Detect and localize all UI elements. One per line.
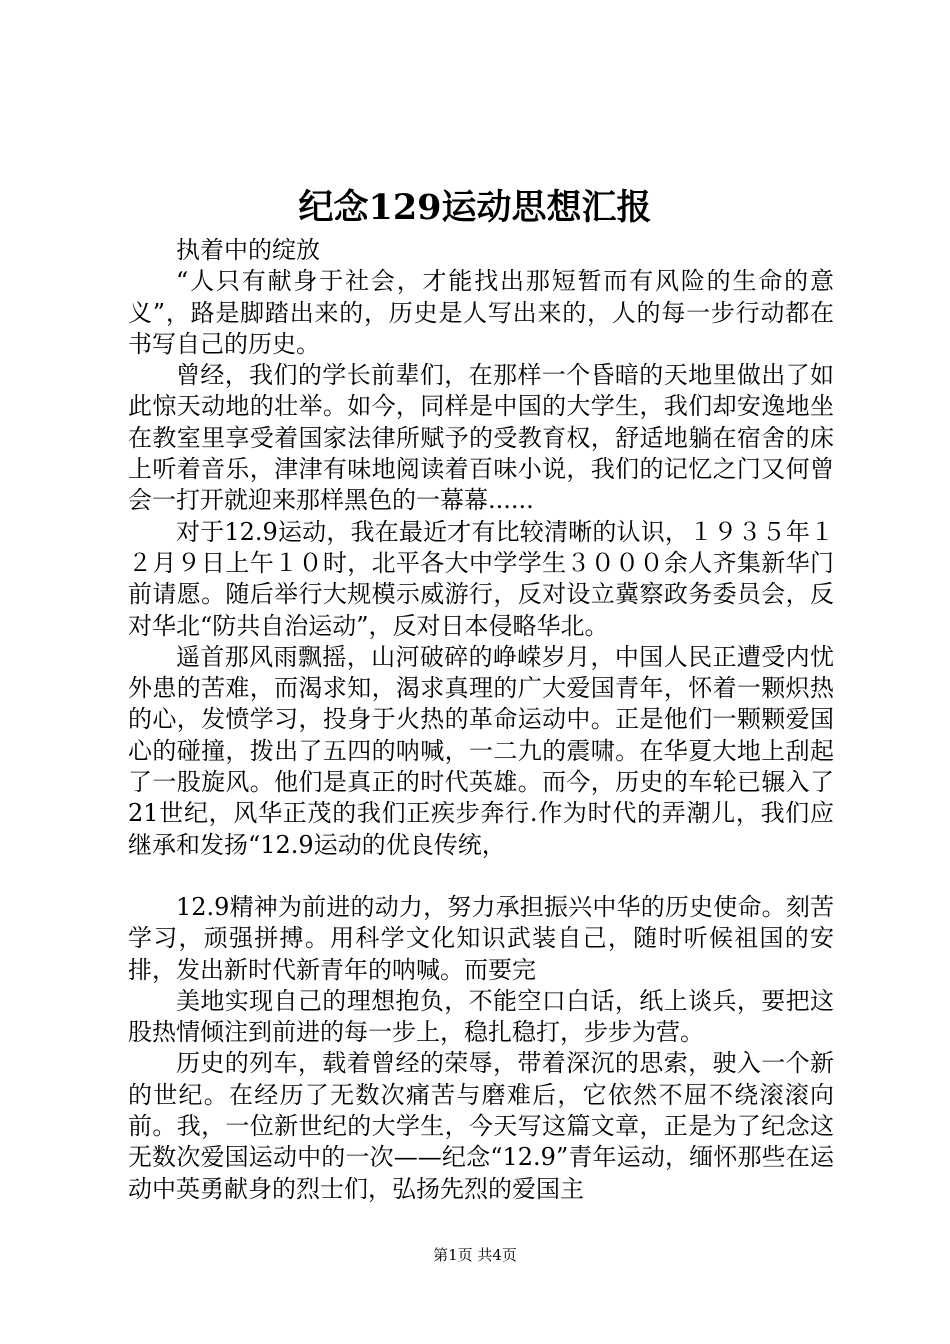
paragraph-subtitle: 执着中的绽放: [176, 236, 320, 264]
paragraph: “人只有献身于社会，才能找出那短暂而有风险的生命的意义”，路是脚踏出来的，历史是人写出来的，人的每一步行动都在书写自己的历史。: [128, 267, 834, 358]
paragraph: 历史的列车，载着曾经的荣辱，带着深沉的思索，驶入一个新的世纪。在经历了无数次痛苦与磨难后，它依然不屈不绕滚滚向前。我，一位新世纪的大学生，今天写这篇文章，正是为了纪念这无数次爱国运动中的一次——纪念“12.9”青年运动，缅怀那些在运动中英勇献身的烈士们，弘扬先烈的爱国主: [128, 1049, 834, 1203]
paragraph: 曾经，我们的学长前辈们，在那样一个昏暗的天地里做出了如此惊天动地的壮举。如今，同样是中国的大学生，我们却安逸地坐在教室里享受着国家法律所赋予的受教育权，舒适地躺在宿舍的床上听着音乐，津津有味地阅读着百味小说，我们的记忆之门又何曾会一打开就迎来那样黑色的一幕幕......: [128, 361, 834, 515]
page-footer: 第1页 共4页: [433, 1246, 517, 1264]
document-body: [128, 235, 834, 1205]
paragraph: 12.9精神为前进的动力，努力承担振兴中华的历史使命。刻苦学习，顽强拼搏。用科学文化知识武装自己，随时听候祖国的安排，发出新时代新青年的呐喊。而要完: [128, 892, 834, 984]
document-title: 纪念129运动思想汇报: [298, 187, 652, 228]
paragraph: 遥首那风雨飘摇，山河破碎的峥嵘岁月，中国人民正遭受内忧外患的苦难，而渴求知，渴求真理的广大爱国青年，怀着一颗炽热的心，发愤学习，投身于火热的革命运动中。正是他们一颗颗爱国心的碰撞，拨出了五四的呐喊，一二九的震啸。在华夏大地上刮起了一股旋风。他们是真正的时代英雄。而今，历史的车轮已辗入了21世纪，风华正茂的我们正疾步奔行.作为时代的弄潮儿，我们应继承和发扬“12.9运动的优良传统，: [128, 642, 834, 859]
paragraph: 美地实现自己的理想抱负，不能空口白话，纸上谈兵，要把这股热情倾注到前进的每一步上，稳扎稳打，步步为营。: [128, 986, 834, 1047]
paragraph: 对于12.9运动，我在最近才有比较清晰的认识，１９３５年１２月９日上午１０时，北平各大中学学生３０００余人齐集新华门前请愿。随后举行大规模示威游行，反对设立冀察政务委员会，反对华北“防共自治运动”，反对日本侵略华北。: [128, 517, 834, 640]
